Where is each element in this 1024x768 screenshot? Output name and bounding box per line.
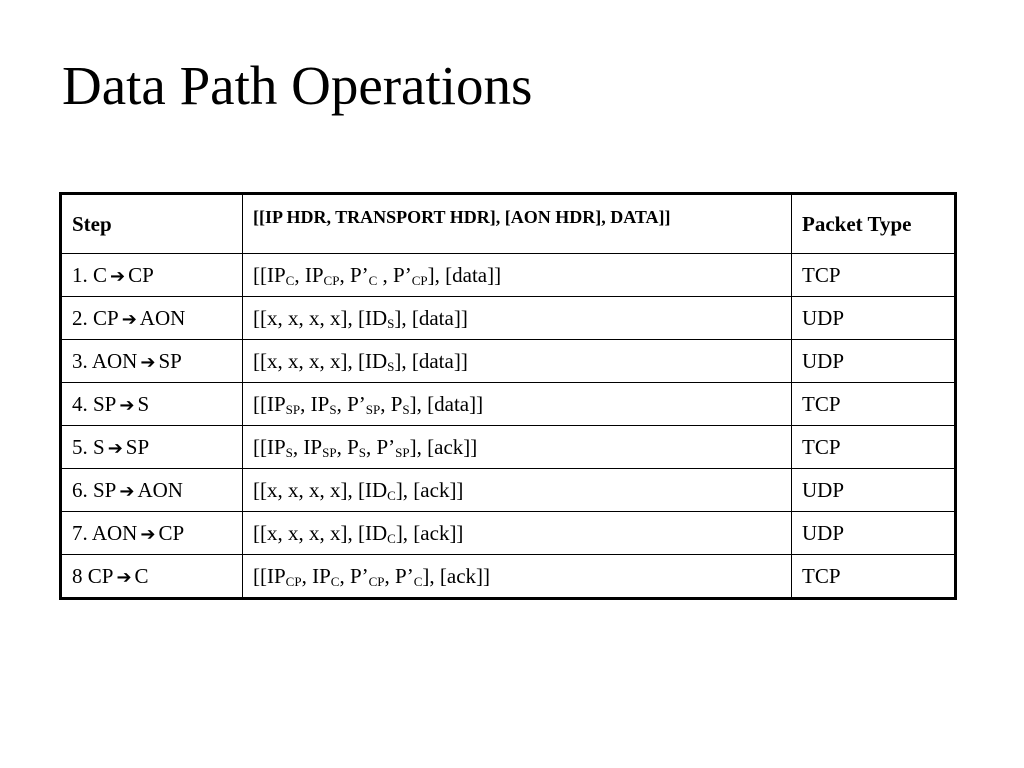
- step-cell: [61, 555, 243, 599]
- right-arrow-icon: ➔: [121, 308, 137, 330]
- subscript: C: [330, 573, 340, 589]
- step-from: AON: [91, 520, 138, 545]
- packet-text: [[x, x, x, x], [ID: [253, 520, 388, 545]
- step-number: 5.: [72, 434, 88, 459]
- step-to: AON: [139, 305, 186, 330]
- packet-text: [[IP: [253, 262, 286, 287]
- right-arrow-icon: ➔: [119, 394, 135, 416]
- packet-text: , P’: [339, 563, 369, 588]
- step-from: CP: [87, 563, 114, 588]
- right-arrow-icon: ➔: [107, 437, 123, 459]
- step-number: 4.: [72, 391, 88, 416]
- step-from: C: [93, 262, 108, 287]
- step-cell: [61, 297, 243, 340]
- packet-text: ], [data]]: [394, 348, 468, 373]
- packet-text: , IP: [294, 262, 324, 287]
- table-row: [61, 512, 956, 555]
- data-path-table: [59, 192, 957, 600]
- step-cell: [61, 383, 243, 426]
- packet-text: , P’: [339, 262, 369, 287]
- subscript: C: [285, 272, 295, 288]
- packet-text: , P’: [336, 391, 366, 416]
- right-arrow-icon: ➔: [116, 566, 132, 588]
- table-header-row: [61, 194, 956, 254]
- packet-text: , P: [380, 391, 403, 416]
- packet-text: , P: [336, 434, 359, 459]
- packet-text: , IP: [301, 563, 331, 588]
- packet-text: , P’: [365, 434, 396, 459]
- subscript: SP: [285, 401, 301, 417]
- header-step: Step: [61, 194, 243, 254]
- step-to: SP: [125, 434, 150, 459]
- packet-text: ], [ack]]: [409, 434, 478, 459]
- packet-type-cell: UDP: [792, 340, 956, 383]
- packet-type-cell: TCP: [792, 555, 956, 599]
- packet-text: ], [ack]]: [422, 563, 491, 588]
- subscript: C: [368, 272, 378, 288]
- step-to: CP: [128, 262, 154, 287]
- packet-format-cell: [243, 254, 792, 297]
- table-row: [61, 254, 956, 297]
- step-to: C: [134, 563, 149, 588]
- subscript: S: [387, 358, 395, 374]
- packet-format-cell: [243, 469, 792, 512]
- step-cell: [61, 512, 243, 555]
- step-to: CP: [158, 520, 185, 545]
- packet-text: [[IP: [253, 434, 286, 459]
- packet-text: [[x, x, x, x], [ID: [253, 477, 388, 502]
- step-to: S: [137, 391, 150, 416]
- subscript: C: [387, 487, 396, 503]
- header-packet-format: [[IP HDR, TRANSPORT HDR], [AON HDR], DATA]]: [243, 194, 792, 254]
- step-number: 8: [72, 563, 83, 588]
- table-body: [61, 254, 956, 599]
- packet-text: , P’: [377, 262, 412, 287]
- packet-type-cell: UDP: [792, 512, 956, 555]
- subscript: S: [402, 401, 410, 417]
- packet-type-cell: TCP: [792, 383, 956, 426]
- right-arrow-icon: ➔: [110, 265, 126, 287]
- right-arrow-icon: ➔: [140, 523, 156, 545]
- packet-format-cell: [243, 512, 792, 555]
- step-cell: [61, 254, 243, 297]
- subscript: S: [358, 444, 366, 460]
- table-row: [61, 383, 956, 426]
- step-to: SP: [158, 348, 182, 373]
- packet-text: [[x, x, x, x], [ID: [253, 348, 388, 373]
- packet-type-cell: UDP: [792, 469, 956, 512]
- step-cell: [61, 469, 243, 512]
- right-arrow-icon: ➔: [119, 480, 135, 502]
- step-to: AON: [137, 477, 183, 502]
- packet-text: , IP: [292, 434, 323, 459]
- step-from: SP: [93, 391, 117, 416]
- step-from: AON: [91, 348, 138, 373]
- subscript: S: [285, 444, 293, 460]
- step-from: CP: [93, 305, 119, 330]
- right-arrow-icon: ➔: [140, 351, 156, 373]
- step-from: S: [93, 434, 105, 459]
- subscript: CP: [411, 272, 428, 288]
- packet-type-cell: TCP: [792, 254, 956, 297]
- packet-type-cell: TCP: [792, 426, 956, 469]
- step-cell: [61, 340, 243, 383]
- table-row: [61, 555, 956, 599]
- packet-text: ], [ack]]: [395, 477, 464, 502]
- subscript: S: [387, 315, 395, 331]
- subscript: C: [413, 573, 423, 589]
- subscript: SP: [395, 444, 410, 460]
- subscript: C: [387, 530, 396, 546]
- packet-text: , IP: [300, 391, 330, 416]
- packet-format-cell: [243, 340, 792, 383]
- step-number: 2.: [72, 305, 88, 330]
- packet-text: , P’: [384, 563, 414, 588]
- packet-text: ], [data]]: [394, 305, 468, 330]
- step-number: 3.: [72, 348, 88, 373]
- header-packet-type: Packet Type: [792, 194, 956, 254]
- packet-format-cell: [243, 555, 792, 599]
- step-cell: [61, 426, 243, 469]
- table-row: [61, 426, 956, 469]
- packet-format-cell: [243, 426, 792, 469]
- subscript: CP: [368, 573, 385, 589]
- packet-text: [[IP: [253, 391, 286, 416]
- packet-text: [[IP: [253, 563, 286, 588]
- table-row: [61, 469, 956, 512]
- packet-text: ], [data]]: [409, 391, 484, 416]
- packet-text: ], [ack]]: [395, 520, 464, 545]
- subscript: SP: [322, 444, 337, 460]
- packet-text: [[x, x, x, x], [ID: [253, 305, 388, 330]
- packet-format-cell: [243, 383, 792, 426]
- packet-text: ], [data]]: [427, 262, 502, 287]
- step-from: SP: [93, 477, 117, 502]
- packet-format-cell: [243, 297, 792, 340]
- table-row: [61, 340, 956, 383]
- subscript: CP: [285, 573, 302, 589]
- table-row: [61, 297, 956, 340]
- subscript: CP: [323, 272, 340, 288]
- slide-title: Data Path Operations: [62, 55, 533, 116]
- packet-type-cell: UDP: [792, 297, 956, 340]
- subscript: S: [329, 401, 337, 417]
- step-number: 7.: [72, 520, 88, 545]
- subscript: SP: [365, 401, 381, 417]
- step-number: 6.: [72, 477, 88, 502]
- step-number: 1.: [72, 262, 88, 287]
